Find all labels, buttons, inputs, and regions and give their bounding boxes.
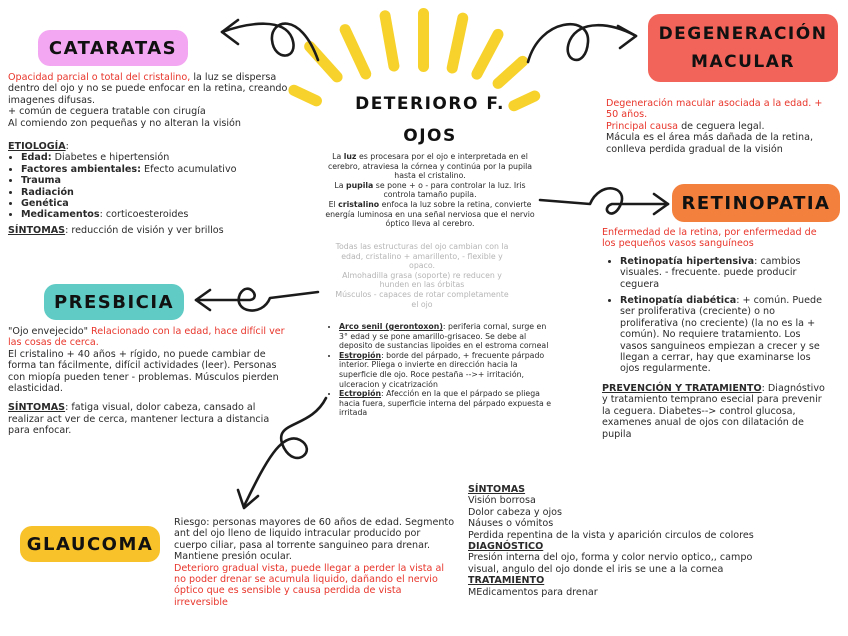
- grey-text-1: Todas las estructuras del ojo cambian con la edad, cristalino + amarillento, - flexible y opaco.: [335, 242, 509, 271]
- intro-pupila-bold: pupila: [345, 180, 374, 190]
- etiologia-edad: [21, 152, 298, 163]
- retinopatia-hipertensiva: [620, 256, 828, 290]
- degeneracion-title-line1: DEGENERACIÓN: [658, 24, 828, 44]
- retinopatia-prevencion: [602, 383, 828, 440]
- cataratas-line2: + común de ceguera tratable con cirugía: [8, 106, 206, 118]
- cataratas-title: CATARATAS: [38, 30, 188, 66]
- presbicia-text: El cristalino + 40 años + rígido, no puede cambiar de forma tan fácilmente, difícil actividades (leer). Personas con miopía pueden tener - problemas. Músculos pierden elasticidad.: [8, 348, 279, 395]
- center-title-line1: DETERIORO F.: [355, 94, 505, 114]
- hipertensiva-bold: Retinopatía hipertensiva: [620, 255, 755, 267]
- bullet-estropion: [339, 351, 556, 389]
- glaucoma-sintoma-4: Perdida repentina de la vista y aparición circulos de colores: [468, 529, 754, 541]
- intro-cristalino-pre: El: [328, 199, 339, 209]
- etiologia-radiacion: [21, 187, 298, 198]
- retinopatia-description: [602, 227, 828, 440]
- glaucoma-sintoma-1: Visión borrosa: [468, 495, 536, 507]
- estropion-text: : borde del párpado, + frecuente párpado interior. Pliega o invierte en dirección hacia la superficie dle ojo. Roce pestaña -->+ irritación, ulceracion y cicatrización: [339, 350, 545, 389]
- presbicia-sintomas: [8, 402, 292, 436]
- glaucoma-sintomas-label: SÍNTOMAS: [468, 484, 526, 495]
- hipertensiva-text: : cambios visuales. - frecuente. puede producir ceguera: [620, 255, 801, 290]
- cataratas-sintomas: [8, 225, 298, 236]
- glaucoma-text: Riesgo: personas mayores de 60 años de edad. Segmento ant del ojo lleno de liquido intracular producido por cuerpo ciliar, pasa al torrente sanguineo para drenar. Mantiene presión ocular.: [174, 517, 455, 563]
- edad-text: Diabetes e hipertensión: [51, 152, 170, 164]
- intro-cristalino-bold: cristalino: [338, 199, 380, 209]
- presbicia-red-text: Relacionado con la edad, hace difícil ver las cosas de cerca.: [8, 326, 285, 349]
- center-title: [340, 88, 520, 152]
- glaucoma-diagnostico: Presión interna del ojo, forma y color nervio optico,, campo visual, angulo del ojo donde el iris se une a la cornea: [468, 552, 753, 575]
- degeneracion-title-line2: MACULAR: [691, 52, 795, 72]
- glaucoma-tratamiento: MEdicamentos para drenar: [468, 586, 598, 598]
- degeneracion-text3: Mácula es el área más dañada de la retina, conlleva perdida gradual de la visión: [606, 132, 814, 155]
- arrow-presbicia-icon: [196, 289, 318, 311]
- bullet-ectropion: [339, 389, 556, 418]
- degeneracion-description: [606, 98, 826, 155]
- presbicia-title: PRESBICIA: [44, 284, 184, 320]
- ectropion-text: : Afección en la que el párpado se pliega hacia fuera, superficie interna del párpado expuesta e irritada: [339, 389, 552, 418]
- cataratas-etiologia: ETIOLOGÍA: • Edad: Diabetes e hipertensión • Factores ambientales: Efecto acumulativo • Trauma • Radiación • Genética • Medicamentos: corticoesteroides SÍNTOMAS: reducción de visión y ver brillos: [8, 141, 298, 236]
- intro-luz-bold: luz: [343, 152, 357, 161]
- cataratas-text: la luz se dispersa dentro del ojo y no se puede enfocar en la retina, creando imagenes difusas.: [8, 72, 288, 106]
- arco-senil-text: : periferia cornal, surge en 3° edad y se pone amarillo-grisaceo. Se debe al deposito de sustancias lipoides en el estroma corneal: [339, 322, 549, 351]
- factores-text: Efecto acumulativo: [140, 163, 237, 175]
- etiologia-medicamentos: [21, 209, 298, 220]
- glaucoma-sintoma-2: Dolor cabeza y ojos: [468, 506, 563, 518]
- diabetica-text: : + común. Puede ser proliferativa (creciente) o no proliferativa (no creciente) (la no es la + común). No requiere tratamiento. Los vasos sanguineos empiezan a crecer y se llegan a cerrar, hay que examinarse los ojos regularmente.: [620, 295, 822, 375]
- arco-senil-term: Arco senil (gerontoxon): [339, 322, 443, 331]
- center-intro: [318, 152, 542, 229]
- cataratas-sintomas-text: : reducción de visión y ver brillos: [65, 224, 224, 236]
- glaucoma-sintoma-3: Náuses o vómitos: [468, 518, 554, 530]
- etiologia-trauma: [21, 175, 298, 186]
- retinopatia-red-text: Enfermedad de la retina, por enfermedad de los pequeños vasos sanguíneos: [602, 227, 817, 250]
- diabetica-bold: Retinopatía diabética: [620, 295, 737, 307]
- grey-text-3: Músculos - capaces de rotar completamente el ojo: [335, 289, 509, 309]
- intro-pupila-pre: La: [334, 180, 346, 190]
- intro-luz: [318, 152, 542, 181]
- intro-pupila-post: se pone + o - para controlar la luz. Iris controla tamaño pupila.: [373, 180, 526, 200]
- arrow-degeneracion-icon: [528, 24, 636, 62]
- intro-luz-pre: La: [332, 152, 344, 161]
- degeneracion-causa-text: de ceguera legal.: [678, 120, 765, 132]
- cataratas-line3: Al comiendo zon pequeñas y no alteran la visión: [8, 117, 241, 129]
- presbicia-sintomas-label: SÍNTOMAS: [8, 402, 66, 414]
- estropion-term: Estropión: [339, 350, 382, 360]
- degeneracion-causa-red: Principal causa: [606, 120, 679, 132]
- center-grey-text: [334, 242, 510, 309]
- cataratas-red-text: Opacidad parcial o total del cristalino,: [8, 72, 191, 83]
- intro-pupila: [318, 181, 542, 200]
- medicamentos-text: : corticoesteroides: [99, 209, 189, 221]
- medicamentos-bold: Medicamentos: [21, 209, 100, 221]
- center-title-line2: OJOS: [403, 126, 457, 146]
- cataratas-sintomas-label: SÍNTOMAS: [8, 224, 66, 236]
- glaucoma-tratamiento-label: TRATAMIENTO: [468, 575, 545, 587]
- degeneracion-causa: [606, 121, 826, 132]
- arrow-retinopatia-icon: [540, 188, 668, 213]
- edad-bold: Edad:: [21, 152, 52, 164]
- glaucoma-title: GLAUCOMA: [20, 526, 160, 562]
- presbicia-quote: "Ojo envejecido": [8, 326, 92, 337]
- cataratas-description: [8, 72, 290, 129]
- ectropion-term: Ectropión: [339, 389, 382, 399]
- glaucoma-diagnostico-label: DIAGNÓSTICO: [468, 541, 544, 553]
- glaucoma-description: [174, 517, 456, 608]
- trauma-bold: Trauma: [21, 175, 61, 187]
- degeneracion-title: [648, 14, 838, 82]
- etiologia-label: ETIOLOGÍA: [8, 141, 66, 152]
- glaucoma-red-text: Deterioro gradual vista, puede llegar a perder la vista al no poder drenar se acumula liquido, dañando el nervio óptico que es sensible y causa perdida de vista irreversible: [174, 562, 445, 608]
- radiacion-bold: Radiación: [21, 186, 74, 198]
- etiologia-genetica: [21, 198, 298, 209]
- presbicia-description: [8, 326, 292, 437]
- intro-cristalino-post: enfoca la luz sobre la retina, convierte energía luminosa en una señal nerviosa que el nervio óptico lleva al cerebro.: [325, 199, 535, 229]
- bullet-arco-senil: [339, 322, 556, 351]
- prevencion-text: : Diagnóstivo y tratamiento temprano esecial para prevenir la ceguera. Diabetes--> control glucosa, examenes anual de ojos con dilatación de pupila: [602, 382, 825, 440]
- center-bullets: [326, 322, 556, 418]
- grey-text-2: Almohadilla grasa (soporte) re reducen y hunden en las órbitas: [342, 270, 502, 290]
- factores-bold: Factores ambientales:: [21, 163, 141, 175]
- retinopatia-diabetica: [620, 295, 828, 375]
- degeneracion-red-text: Degeneración macular asociada a la edad. + 50 años.: [606, 98, 823, 121]
- prevencion-label: PREVENCIÓN Y TRATAMIENTO: [602, 382, 762, 394]
- retinopatia-title: RETINOPATIA: [672, 184, 840, 222]
- intro-cristalino: [318, 200, 542, 229]
- genetica-bold: Genética: [21, 198, 69, 210]
- etiologia-factores: [21, 164, 298, 175]
- presbicia-sintomas-text: : fatiga visual, dolor cabeza, cansado al realizar act ver de cerca, mantener lectura a distancia para enfocar.: [8, 402, 270, 437]
- intro-luz-post: es procesara por el ojo e interpretada en el cerebro, atraviesa la córnea y continúa por la pupila hasta el cristalino.: [327, 152, 533, 181]
- glaucoma-details: [468, 484, 758, 598]
